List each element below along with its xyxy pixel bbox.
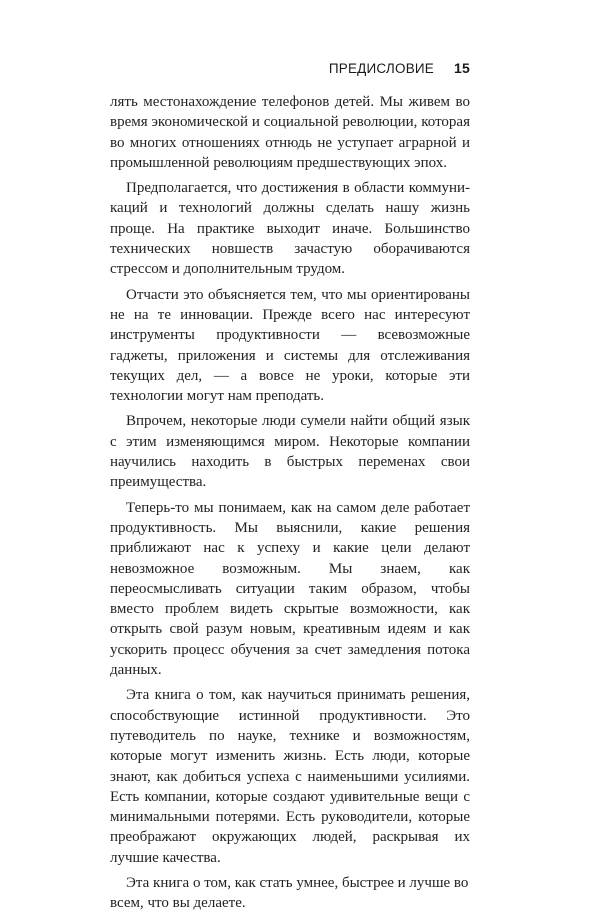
paragraph: Эта книга о том, как стать умнее, быстрее и лучше во всем, что вы делаете. bbox=[110, 874, 469, 912]
paragraph: Эта книга о том, как научиться принимать решения, способствующие истинной продуктивности. Это путеводитель по науке, технике и возможностям, которые могут изменить жизнь. Есть люди, которые знают, как добиться успеха с наименьшими усилиями. Есть компании, которые создают удивительные вещи с минимальными потерями. Есть руководители, которые преображают окружающих людей, раскрывая их лучшие качества. bbox=[110, 687, 470, 866]
running-head bbox=[329, 60, 470, 76]
paragraph: Впрочем, некоторые люди сумели найти общий язык с этим изменяющимся миром. Некоторые компании научились находить в быстрых переменах свои преимущества. bbox=[110, 413, 470, 491]
section-title: ПРЕДИСЛОВИЕ bbox=[328, 61, 435, 76]
paragraph-continued: лять местонахождение телефонов детей. Мы живем во время экономической и социальной революции, которая во многих отношениях отнюдь не уступает аграрной и промышленной революциям предшествующих эпох. bbox=[110, 94, 470, 171]
paragraph: Предполагается, что достижения в области коммуникаций и технологий должны сделать нашу жизнь проще. На практике выходит иначе. Большинство технических новшеств зачастую оборачиваются стрессом и дополнительным трудом. bbox=[110, 180, 470, 278]
body-text bbox=[110, 92, 470, 919]
paragraph: Теперь-то мы понимаем, как на самом деле работает продуктивность. Мы выяснили, какие решения приближают нас к успеху и какие цели делают невозможное возможным. Мы знаем, как переосмысливать ситуации таким образом, чтобы вместо проблем видеть скрытые возможности, как открыть свой разум новым, креативным идеям и как ускорить процесс обучения за счет замедления потока данных. bbox=[110, 499, 470, 679]
page-number: 15 bbox=[454, 60, 470, 76]
paragraph: Отчасти это объясняется тем, что мы ориентированы не на те инновации. Прежде всего нас интересуют инструменты продуктивности — всевозможные гаджеты, приложения и системы для отслеживания текущих дел, — а вовсе не уроки, которые эти технологии могут нам преподать. bbox=[110, 286, 470, 405]
